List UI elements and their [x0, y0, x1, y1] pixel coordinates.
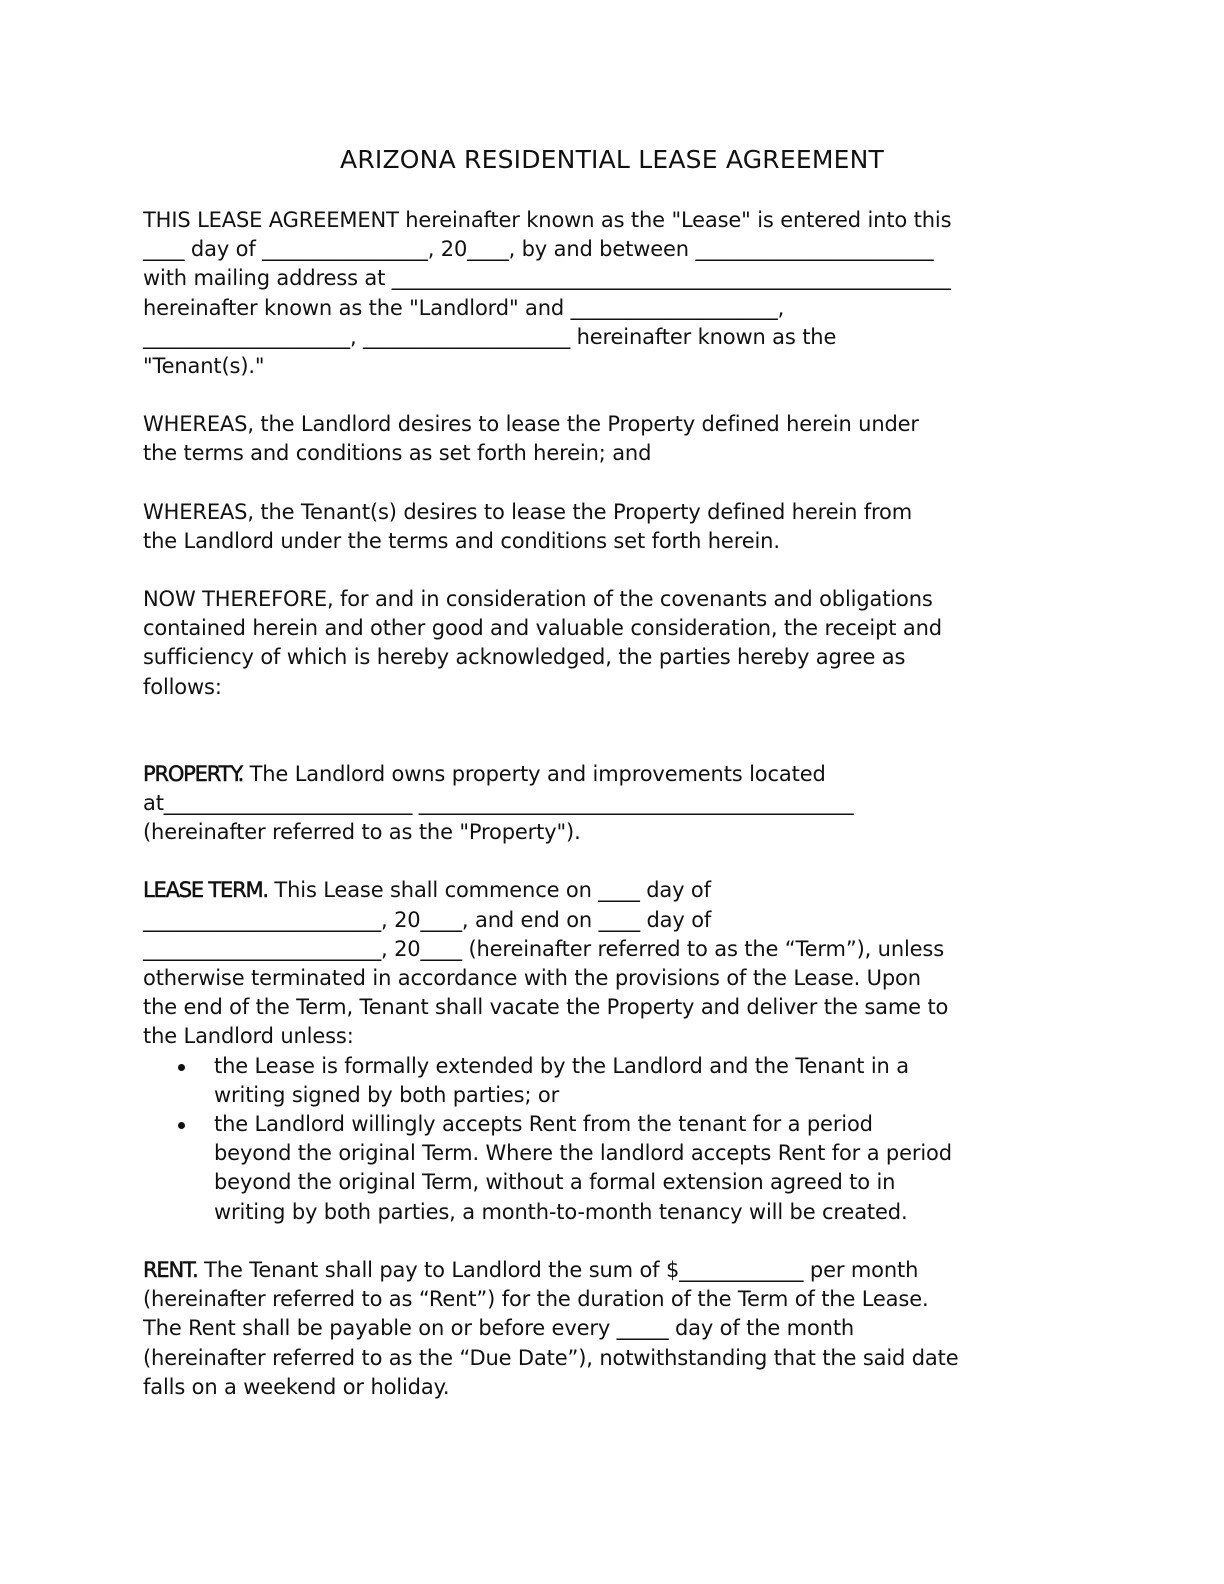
list-item	[214, 1052, 1083, 1110]
text-line: follows:	[143, 674, 222, 699]
text-line	[143, 876, 1083, 905]
property-text: The Landlord owns property and improvements located	[243, 761, 826, 786]
text-line: with mailing address at ______________________________________________________	[143, 266, 951, 291]
text-line: (hereinafter referred to as the "Property").	[143, 820, 581, 845]
text-line	[143, 1256, 1083, 1285]
text-line: the end of the Term, Tenant shall vacate the Property and deliver the same to	[143, 995, 949, 1020]
text-line: the Landlord under the terms and conditions set forth herein.	[143, 528, 780, 553]
rent-section	[143, 1256, 1083, 1402]
lease-term-section	[143, 876, 1083, 1226]
text-line: NOW THEREFORE, for and in consideration of the covenants and obligations	[143, 587, 933, 612]
text-line: contained herein and other good and valuable consideration, the receipt and	[143, 616, 942, 641]
property-section	[143, 760, 1083, 848]
text-line: hereinafter known as the "Landlord" and ____________________,	[143, 295, 785, 320]
text-line: "Tenant(s)."	[143, 354, 265, 379]
document-title: ARIZONA RESIDENTIAL LEASE AGREEMENT	[340, 145, 884, 174]
text-line: writing by both parties, a month-to-month tenancy will be created.	[214, 1199, 908, 1224]
text-line: ____ day of ________________, 20____, by and between _______________________	[143, 237, 934, 262]
text-line: the Landlord unless:	[143, 1024, 354, 1049]
lease-term-text: This Lease shall commence on ____ day of	[267, 878, 711, 903]
text-line: otherwise terminated in accordance with the provisions of the Lease. Upon	[143, 966, 921, 991]
text-line: sufficiency of which is hereby acknowledged, the parties hereby agree as	[143, 645, 906, 670]
document-body	[143, 206, 1083, 1402]
text-line	[143, 760, 1083, 789]
text-line: The Rent shall be payable on or before every _____ day of the month	[143, 1316, 855, 1341]
text-line: (hereinafter referred to as the “Due Date”), notwithstanding that the said date	[143, 1345, 959, 1370]
text-line: the Lease is formally extended by the Landlord and the Tenant in a	[214, 1053, 909, 1078]
text-line: _______________________, 20____ (hereinafter referred to as the “Term”), unless	[143, 936, 945, 961]
intro-paragraph	[143, 206, 1083, 381]
text-line: WHEREAS, the Tenant(s) desires to lease the Property defined herein from	[143, 499, 913, 524]
whereas-landlord-paragraph	[143, 410, 1083, 468]
text-line: falls on a weekend or holiday.	[143, 1374, 450, 1399]
text-line: (hereinafter referred to as “Rent”) for the duration of the Term of the Lease.	[143, 1287, 929, 1312]
text-line: ____________________, ____________________ hereinafter known as the	[143, 324, 837, 349]
text-line: WHEREAS, the Landlord desires to lease the Property defined herein under	[143, 412, 919, 437]
whereas-tenant-paragraph	[143, 498, 1083, 556]
property-heading: PROPERTY.	[143, 761, 244, 786]
text-line: the terms and conditions as set forth herein; and	[143, 441, 652, 466]
text-line: at________________________ __________________________________________	[143, 791, 854, 816]
text-line: THIS LEASE AGREEMENT hereinafter known as the "Lease" is entered into this	[143, 208, 952, 232]
text-line: writing signed by both parties; or	[214, 1082, 560, 1107]
text-line: the Landlord willingly accepts Rent from the tenant for a period	[214, 1112, 873, 1137]
rent-text: The Tenant shall pay to Landlord the sum of $____________ per month	[197, 1257, 919, 1282]
now-therefore-paragraph	[143, 585, 1083, 702]
lease-term-conditions-list	[143, 1052, 1083, 1227]
list-item	[214, 1110, 1083, 1227]
rent-heading: RENT.	[143, 1257, 198, 1282]
lease-term-heading: LEASE TERM.	[143, 878, 268, 903]
text-line: _______________________, 20____, and end on ____ day of	[143, 907, 712, 932]
text-line: beyond the original Term. Where the landlord accepts Rent for a period	[214, 1141, 952, 1166]
text-line: beyond the original Term, without a formal extension agreed to in	[214, 1170, 896, 1195]
